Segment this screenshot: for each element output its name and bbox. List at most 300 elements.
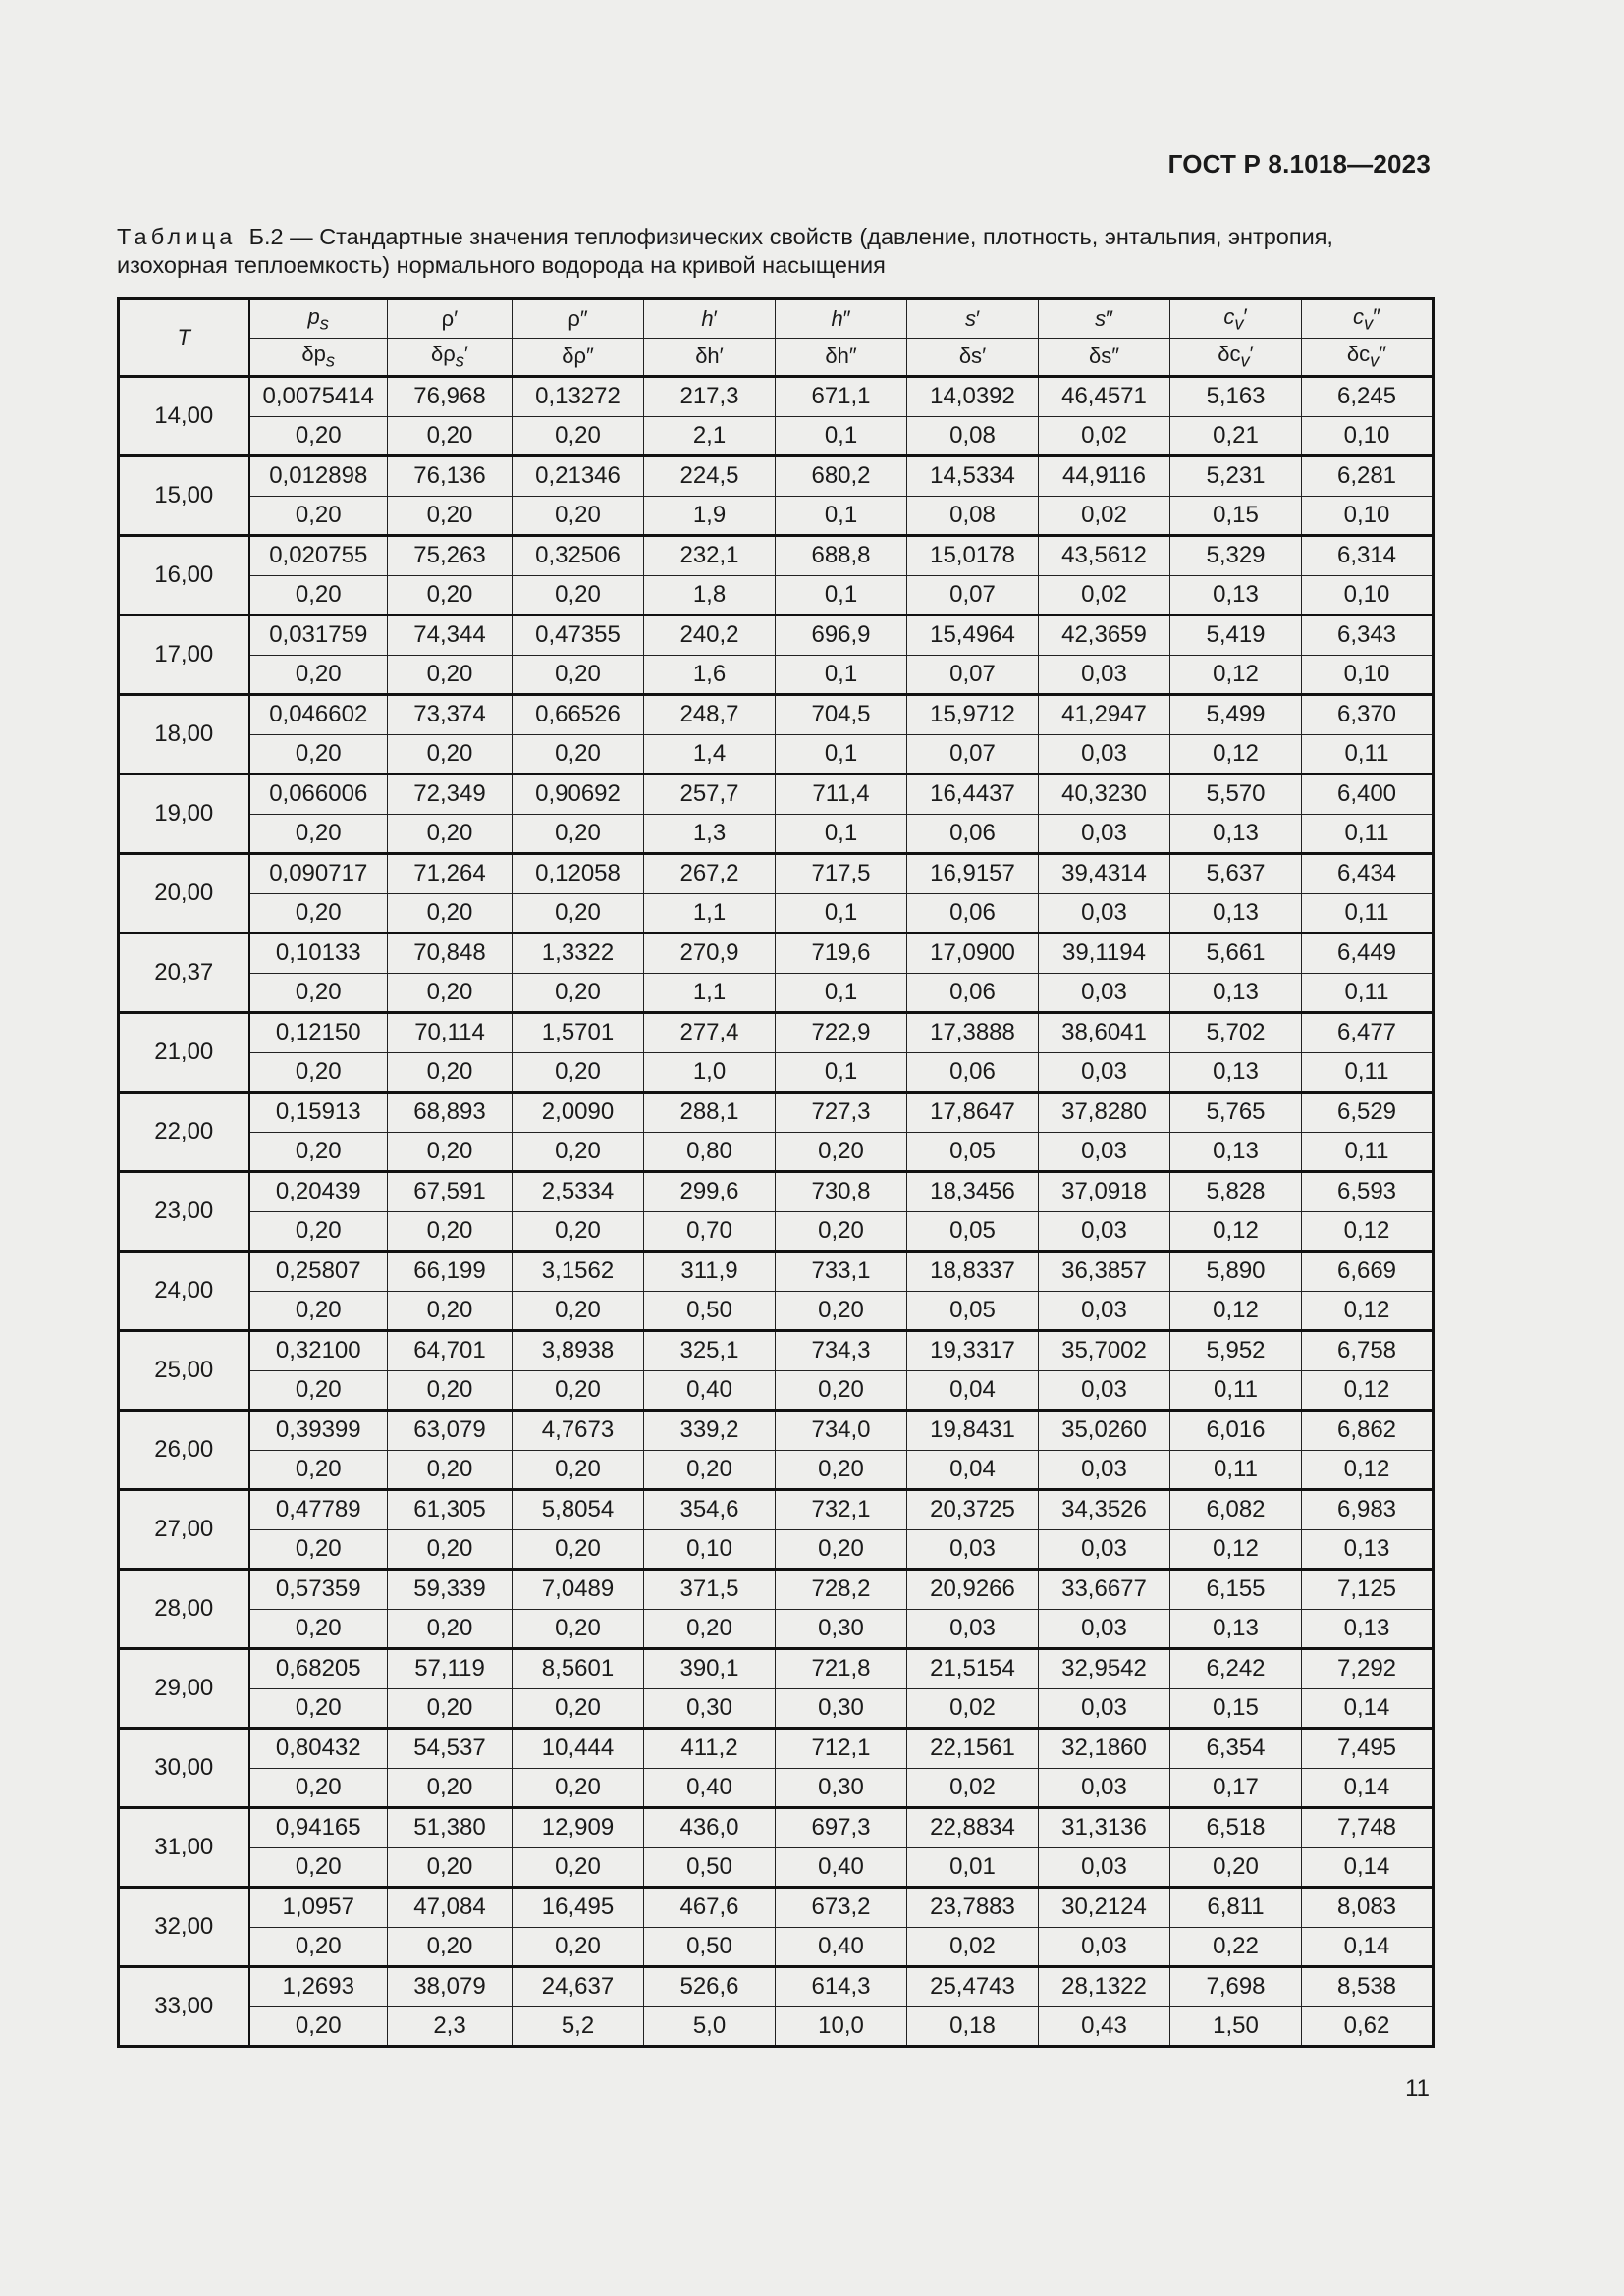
- value-cell: 0,39399: [249, 1411, 388, 1451]
- value-cell: 66,199: [388, 1252, 513, 1292]
- uncertainty-cell: 0,08: [907, 416, 1039, 456]
- value-cell: 0,020755: [249, 536, 388, 576]
- uncertainty-cell: 0,12: [1170, 1291, 1302, 1331]
- value-cell: 0,68205: [249, 1649, 388, 1689]
- uncertainty-cell: 0,02: [1039, 575, 1170, 615]
- value-cell: 0,32100: [249, 1331, 388, 1371]
- unc-header-s-vapor: δs″: [1039, 338, 1170, 377]
- temperature-header: T: [119, 299, 249, 377]
- uncertainty-cell: 0,07: [907, 734, 1039, 774]
- table-row-values: [119, 1649, 1434, 1689]
- temperature-cell: 20,37: [119, 934, 249, 1013]
- uncertainty-cell: 0,03: [1039, 1132, 1170, 1172]
- value-cell: 0,57359: [249, 1570, 388, 1610]
- col-header-rho-liquid: ρ′: [388, 299, 513, 339]
- uncertainty-cell: 0,03: [1039, 814, 1170, 854]
- uncertainty-cell: 0,20: [513, 1211, 644, 1252]
- value-cell: 17,8647: [907, 1093, 1039, 1133]
- uncertainty-cell: 2,3: [388, 2006, 513, 2047]
- col-header-h-liquid: h′: [644, 299, 776, 339]
- value-cell: 5,329: [1170, 536, 1302, 576]
- uncertainty-cell: 0,02: [1039, 416, 1170, 456]
- uncertainty-cell: 0,03: [1039, 1529, 1170, 1570]
- uncertainty-cell: 0,1: [776, 893, 907, 934]
- uncertainty-cell: 0,02: [907, 1688, 1039, 1729]
- value-cell: 673,2: [776, 1888, 907, 1928]
- uncertainty-cell: 2,1: [644, 416, 776, 456]
- uncertainty-cell: 0,03: [1039, 1370, 1170, 1411]
- uncertainty-cell: 0,1: [776, 734, 907, 774]
- uncertainty-cell: 0,20: [513, 1132, 644, 1172]
- value-cell: 43,5612: [1039, 536, 1170, 576]
- value-cell: 19,8431: [907, 1411, 1039, 1451]
- value-cell: 8,538: [1302, 1967, 1434, 2007]
- table-row-values: [119, 1967, 1434, 2007]
- uncertainty-cell: 0,18: [907, 2006, 1039, 2047]
- table-row-values: [119, 536, 1434, 576]
- uncertainty-cell: 0,30: [776, 1688, 907, 1729]
- value-cell: 0,0075414: [249, 377, 388, 417]
- value-cell: 728,2: [776, 1570, 907, 1610]
- value-cell: 6,281: [1302, 456, 1434, 497]
- uncertainty-cell: 0,20: [249, 655, 388, 695]
- value-cell: 2,0090: [513, 1093, 644, 1133]
- value-cell: 1,3322: [513, 934, 644, 974]
- value-cell: 6,354: [1170, 1729, 1302, 1769]
- temperature-cell: 15,00: [119, 456, 249, 536]
- value-cell: 70,848: [388, 934, 513, 974]
- value-cell: 697,3: [776, 1808, 907, 1848]
- value-cell: 76,136: [388, 456, 513, 497]
- uncertainty-cell: 0,20: [249, 416, 388, 456]
- table-row-values: [119, 1252, 1434, 1292]
- value-cell: 44,9116: [1039, 456, 1170, 497]
- value-cell: 0,32506: [513, 536, 644, 576]
- uncertainty-cell: 0,03: [1039, 734, 1170, 774]
- table-row-values: [119, 1172, 1434, 1212]
- uncertainty-cell: 0,02: [1039, 496, 1170, 536]
- value-cell: 68,893: [388, 1093, 513, 1133]
- value-cell: 36,3857: [1039, 1252, 1170, 1292]
- uncertainty-cell: 0,03: [1039, 1927, 1170, 1967]
- value-cell: 6,082: [1170, 1490, 1302, 1530]
- value-cell: 73,374: [388, 695, 513, 735]
- uncertainty-cell: 0,50: [644, 1847, 776, 1888]
- value-cell: 22,8834: [907, 1808, 1039, 1848]
- table-row-values: [119, 1331, 1434, 1371]
- uncertainty-cell: 0,1: [776, 1052, 907, 1093]
- value-cell: 5,765: [1170, 1093, 1302, 1133]
- value-cell: 63,079: [388, 1411, 513, 1451]
- uncertainty-cell: 0,03: [1039, 973, 1170, 1013]
- value-cell: 37,8280: [1039, 1093, 1170, 1133]
- uncertainty-cell: 0,15: [1170, 496, 1302, 536]
- uncertainty-cell: 0,20: [388, 1291, 513, 1331]
- uncertainty-cell: 0,22: [1170, 1927, 1302, 1967]
- uncertainty-cell: 0,20: [249, 575, 388, 615]
- value-cell: 12,909: [513, 1808, 644, 1848]
- uncertainty-cell: 0,20: [249, 893, 388, 934]
- table-row-uncertainties: [119, 1450, 1434, 1490]
- value-cell: 732,1: [776, 1490, 907, 1530]
- value-cell: 21,5154: [907, 1649, 1039, 1689]
- col-header-s-liquid: s′: [907, 299, 1039, 339]
- temperature-cell: 24,00: [119, 1252, 249, 1331]
- value-cell: 54,537: [388, 1729, 513, 1769]
- value-cell: 17,0900: [907, 934, 1039, 974]
- temperature-cell: 33,00: [119, 1967, 249, 2047]
- value-cell: 33,6677: [1039, 1570, 1170, 1610]
- uncertainty-cell: 5,2: [513, 2006, 644, 2047]
- uncertainty-cell: 0,20: [513, 734, 644, 774]
- uncertainty-cell: 0,20: [776, 1291, 907, 1331]
- uncertainty-cell: 0,12: [1302, 1211, 1434, 1252]
- value-cell: 257,7: [644, 774, 776, 815]
- value-cell: 1,2693: [249, 1967, 388, 2007]
- value-cell: 0,15913: [249, 1093, 388, 1133]
- table-row-uncertainties: [119, 2006, 1434, 2047]
- value-cell: 5,661: [1170, 934, 1302, 974]
- value-cell: 411,2: [644, 1729, 776, 1769]
- uncertainty-cell: 0,20: [249, 496, 388, 536]
- value-cell: 39,1194: [1039, 934, 1170, 974]
- table-row-uncertainties: [119, 575, 1434, 615]
- uncertainty-cell: 0,02: [907, 1768, 1039, 1808]
- table-row-values: [119, 1570, 1434, 1610]
- table-row-values: [119, 1013, 1434, 1053]
- value-cell: 0,80432: [249, 1729, 388, 1769]
- uncertainty-cell: 0,20: [249, 1370, 388, 1411]
- uncertainty-cell: 0,12: [1302, 1291, 1434, 1331]
- value-cell: 0,20439: [249, 1172, 388, 1212]
- uncertainty-cell: 0,1: [776, 496, 907, 536]
- uncertainty-cell: 0,20: [249, 1529, 388, 1570]
- value-cell: 711,4: [776, 774, 907, 815]
- value-cell: 0,012898: [249, 456, 388, 497]
- temperature-cell: 30,00: [119, 1729, 249, 1808]
- uncertainty-cell: 0,03: [1039, 1052, 1170, 1093]
- uncertainty-cell: 0,06: [907, 814, 1039, 854]
- value-cell: 7,698: [1170, 1967, 1302, 2007]
- value-cell: 7,495: [1302, 1729, 1434, 1769]
- uncertainty-cell: 0,13: [1302, 1609, 1434, 1649]
- uncertainty-cell: 0,11: [1302, 734, 1434, 774]
- value-cell: 5,702: [1170, 1013, 1302, 1053]
- uncertainty-cell: 0,12: [1170, 1529, 1302, 1570]
- value-cell: 35,0260: [1039, 1411, 1170, 1451]
- uncertainty-cell: 0,30: [644, 1688, 776, 1729]
- temperature-cell: 21,00: [119, 1013, 249, 1093]
- value-cell: 371,5: [644, 1570, 776, 1610]
- uncertainty-cell: 0,20: [644, 1450, 776, 1490]
- col-header-h-vapor: h″: [776, 299, 907, 339]
- temperature-cell: 32,00: [119, 1888, 249, 1967]
- uncertainty-cell: 0,06: [907, 893, 1039, 934]
- value-cell: 5,499: [1170, 695, 1302, 735]
- uncertainty-cell: 0,03: [1039, 655, 1170, 695]
- uncertainty-cell: 0,10: [1302, 575, 1434, 615]
- uncertainty-cell: 0,11: [1302, 1052, 1434, 1093]
- value-cell: 5,419: [1170, 615, 1302, 656]
- value-cell: 6,529: [1302, 1093, 1434, 1133]
- value-cell: 46,4571: [1039, 377, 1170, 417]
- value-cell: 0,47355: [513, 615, 644, 656]
- uncertainty-cell: 0,20: [776, 1132, 907, 1172]
- uncertainty-cell: 0,20: [513, 1052, 644, 1093]
- value-cell: 5,890: [1170, 1252, 1302, 1292]
- uncertainty-cell: 0,10: [1302, 655, 1434, 695]
- uncertainty-cell: 0,20: [644, 1609, 776, 1649]
- value-cell: 42,3659: [1039, 615, 1170, 656]
- uncertainty-cell: 0,1: [776, 416, 907, 456]
- uncertainty-cell: 0,07: [907, 575, 1039, 615]
- value-cell: 288,1: [644, 1093, 776, 1133]
- value-cell: 277,4: [644, 1013, 776, 1053]
- uncertainty-cell: 0,14: [1302, 1927, 1434, 1967]
- unc-header-rho-vapor: δρ″: [513, 338, 644, 377]
- table-row-values: [119, 854, 1434, 894]
- value-cell: 248,7: [644, 695, 776, 735]
- value-cell: 6,370: [1302, 695, 1434, 735]
- value-cell: 6,314: [1302, 536, 1434, 576]
- uncertainty-cell: 0,80: [644, 1132, 776, 1172]
- uncertainty-cell: 0,20: [249, 1211, 388, 1252]
- uncertainty-cell: 0,13: [1170, 575, 1302, 615]
- uncertainty-cell: 0,20: [388, 1847, 513, 1888]
- table-body: [119, 377, 1434, 2047]
- value-cell: 74,344: [388, 615, 513, 656]
- uncertainty-cell: 0,11: [1302, 893, 1434, 934]
- table-row-uncertainties: [119, 814, 1434, 854]
- value-cell: 19,3317: [907, 1331, 1039, 1371]
- uncertainty-cell: 0,20: [513, 973, 644, 1013]
- value-cell: 5,570: [1170, 774, 1302, 815]
- table-row-uncertainties: [119, 416, 1434, 456]
- uncertainty-cell: 0,20: [776, 1529, 907, 1570]
- uncertainty-cell: 0,20: [513, 1529, 644, 1570]
- uncertainty-cell: 0,14: [1302, 1768, 1434, 1808]
- value-cell: 59,339: [388, 1570, 513, 1610]
- value-cell: 5,828: [1170, 1172, 1302, 1212]
- uncertainty-cell: 0,1: [776, 575, 907, 615]
- page-number: 11: [1405, 2075, 1430, 2102]
- uncertainty-cell: 0,10: [1302, 496, 1434, 536]
- value-cell: 6,434: [1302, 854, 1434, 894]
- value-cell: 717,5: [776, 854, 907, 894]
- value-cell: 39,4314: [1039, 854, 1170, 894]
- uncertainty-cell: 0,11: [1170, 1450, 1302, 1490]
- uncertainty-cell: 0,20: [249, 1688, 388, 1729]
- value-cell: 17,3888: [907, 1013, 1039, 1053]
- value-cell: 38,079: [388, 1967, 513, 2007]
- uncertainty-cell: 0,15: [1170, 1688, 1302, 1729]
- value-cell: 6,245: [1302, 377, 1434, 417]
- uncertainty-cell: 0,20: [249, 1450, 388, 1490]
- value-cell: 5,8054: [513, 1490, 644, 1530]
- uncertainty-cell: 1,8: [644, 575, 776, 615]
- uncertainty-cell: 0,20: [249, 2006, 388, 2047]
- value-cell: 8,083: [1302, 1888, 1434, 1928]
- table-row-values: [119, 1490, 1434, 1530]
- value-cell: 8,5601: [513, 1649, 644, 1689]
- value-cell: 0,066006: [249, 774, 388, 815]
- uncertainty-cell: 0,20: [388, 893, 513, 934]
- uncertainty-cell: 0,20: [249, 814, 388, 854]
- uncertainty-cell: 0,50: [644, 1291, 776, 1331]
- uncertainty-cell: 0,12: [1170, 655, 1302, 695]
- value-cell: 722,9: [776, 1013, 907, 1053]
- table-row-uncertainties: [119, 1768, 1434, 1808]
- uncertainty-cell: 0,30: [776, 1768, 907, 1808]
- uncertainty-cell: 0,20: [388, 496, 513, 536]
- value-cell: 6,811: [1170, 1888, 1302, 1928]
- value-cell: 0,90692: [513, 774, 644, 815]
- uncertainty-cell: 0,20: [513, 1291, 644, 1331]
- uncertainty-cell: 0,1: [776, 655, 907, 695]
- unc-header-ps: $\delta p_s$: [249, 338, 388, 377]
- uncertainty-cell: 0,11: [1302, 814, 1434, 854]
- value-cell: 6,343: [1302, 615, 1434, 656]
- col-header-rho-vapor: ρ″: [513, 299, 644, 339]
- value-cell: 721,8: [776, 1649, 907, 1689]
- uncertainty-cell: 0,20: [249, 1847, 388, 1888]
- uncertainty-cell: 0,01: [907, 1847, 1039, 1888]
- table-row-uncertainties: [119, 1688, 1434, 1729]
- value-cell: 712,1: [776, 1729, 907, 1769]
- table-row-values: [119, 695, 1434, 735]
- uncertainty-cell: 0,03: [1039, 1211, 1170, 1252]
- temperature-cell: 20,00: [119, 854, 249, 934]
- value-cell: 1,5701: [513, 1013, 644, 1053]
- value-cell: 30,2124: [1039, 1888, 1170, 1928]
- uncertainty-cell: 0,43: [1039, 2006, 1170, 2047]
- uncertainty-cell: 0,40: [776, 1927, 907, 1967]
- uncertainty-cell: 1,4: [644, 734, 776, 774]
- value-cell: 696,9: [776, 615, 907, 656]
- uncertainty-cell: 0,13: [1170, 1132, 1302, 1172]
- table-caption: [117, 223, 1433, 280]
- uncertainty-cell: 0,20: [388, 814, 513, 854]
- value-cell: 719,6: [776, 934, 907, 974]
- uncertainty-cell: 0,20: [513, 814, 644, 854]
- value-cell: 15,0178: [907, 536, 1039, 576]
- uncertainty-cell: 0,03: [1039, 893, 1170, 934]
- uncertainty-cell: 0,21: [1170, 416, 1302, 456]
- temperature-cell: 23,00: [119, 1172, 249, 1252]
- temperature-cell: 14,00: [119, 377, 249, 456]
- temperature-cell: 29,00: [119, 1649, 249, 1729]
- value-cell: 47,084: [388, 1888, 513, 1928]
- uncertainty-cell: 0,20: [776, 1370, 907, 1411]
- value-cell: 22,1561: [907, 1729, 1039, 1769]
- caption-number: Б.2: [248, 224, 284, 249]
- table-row-values: [119, 615, 1434, 656]
- value-cell: 0,12058: [513, 854, 644, 894]
- uncertainty-cell: 0,06: [907, 1052, 1039, 1093]
- value-cell: 28,1322: [1039, 1967, 1170, 2007]
- value-cell: 5,637: [1170, 854, 1302, 894]
- uncertainty-cell: 0,13: [1170, 1052, 1302, 1093]
- uncertainty-cell: 0,20: [513, 1927, 644, 1967]
- table-row-uncertainties: [119, 1211, 1434, 1252]
- uncertainty-cell: 0,13: [1170, 1609, 1302, 1649]
- uncertainty-cell: 1,50: [1170, 2006, 1302, 2047]
- uncertainty-cell: 0,12: [1170, 1211, 1302, 1252]
- table-row-values: [119, 1888, 1434, 1928]
- uncertainty-cell: 0,20: [776, 1450, 907, 1490]
- unc-header-cv-vapor: $\delta c_v''$: [1302, 338, 1434, 377]
- uncertainty-cell: 0,40: [644, 1370, 776, 1411]
- uncertainty-cell: 0,62: [1302, 2006, 1434, 2047]
- uncertainty-cell: 0,11: [1170, 1370, 1302, 1411]
- value-cell: 6,593: [1302, 1172, 1434, 1212]
- table-header: [119, 299, 1434, 377]
- uncertainty-cell: 0,20: [388, 416, 513, 456]
- uncertainty-cell: 1,9: [644, 496, 776, 536]
- uncertainty-cell: 0,20: [249, 1768, 388, 1808]
- uncertainty-cell: 10,0: [776, 2006, 907, 2047]
- temperature-cell: 25,00: [119, 1331, 249, 1411]
- value-cell: 0,13272: [513, 377, 644, 417]
- value-cell: 70,114: [388, 1013, 513, 1053]
- value-cell: 51,380: [388, 1808, 513, 1848]
- value-cell: 680,2: [776, 456, 907, 497]
- uncertainty-cell: 0,03: [1039, 1450, 1170, 1490]
- uncertainty-cell: 0,05: [907, 1211, 1039, 1252]
- value-cell: 436,0: [644, 1808, 776, 1848]
- uncertainty-cell: 0,20: [776, 1211, 907, 1252]
- col-header-s-vapor: s″: [1039, 299, 1170, 339]
- uncertainty-cell: 0,17: [1170, 1768, 1302, 1808]
- unc-header-cv-liquid: $\delta c_v'$: [1170, 338, 1302, 377]
- uncertainty-cell: 0,10: [1302, 416, 1434, 456]
- uncertainty-cell: 0,20: [388, 1132, 513, 1172]
- uncertainty-cell: 0,20: [388, 1370, 513, 1411]
- table-row-uncertainties: [119, 1370, 1434, 1411]
- value-cell: 339,2: [644, 1411, 776, 1451]
- uncertainty-cell: 0,13: [1170, 973, 1302, 1013]
- uncertainty-cell: 0,70: [644, 1211, 776, 1252]
- value-cell: 5,163: [1170, 377, 1302, 417]
- temperature-cell: 28,00: [119, 1570, 249, 1649]
- unc-header-s-liquid: δs′: [907, 338, 1039, 377]
- temperature-cell: 22,00: [119, 1093, 249, 1172]
- uncertainty-cell: 0,05: [907, 1132, 1039, 1172]
- table-row-uncertainties: [119, 1291, 1434, 1331]
- value-cell: 75,263: [388, 536, 513, 576]
- uncertainty-cell: 0,13: [1170, 893, 1302, 934]
- uncertainty-cell: 0,20: [388, 973, 513, 1013]
- value-cell: 0,47789: [249, 1490, 388, 1530]
- value-cell: 734,0: [776, 1411, 907, 1451]
- value-cell: 76,968: [388, 377, 513, 417]
- value-cell: 299,6: [644, 1172, 776, 1212]
- uncertainty-cell: 0,20: [388, 1052, 513, 1093]
- value-cell: 35,7002: [1039, 1331, 1170, 1371]
- value-cell: 671,1: [776, 377, 907, 417]
- value-cell: 0,94165: [249, 1808, 388, 1848]
- value-cell: 16,4437: [907, 774, 1039, 815]
- uncertainty-cell: 0,20: [513, 496, 644, 536]
- uncertainty-cell: 0,13: [1170, 814, 1302, 854]
- value-cell: 6,242: [1170, 1649, 1302, 1689]
- uncertainty-cell: 1,1: [644, 893, 776, 934]
- table-row-uncertainties: [119, 973, 1434, 1013]
- uncertainty-cell: 0,20: [513, 1609, 644, 1649]
- temperature-cell: 16,00: [119, 536, 249, 615]
- value-cell: 7,125: [1302, 1570, 1434, 1610]
- value-cell: 526,6: [644, 1967, 776, 2007]
